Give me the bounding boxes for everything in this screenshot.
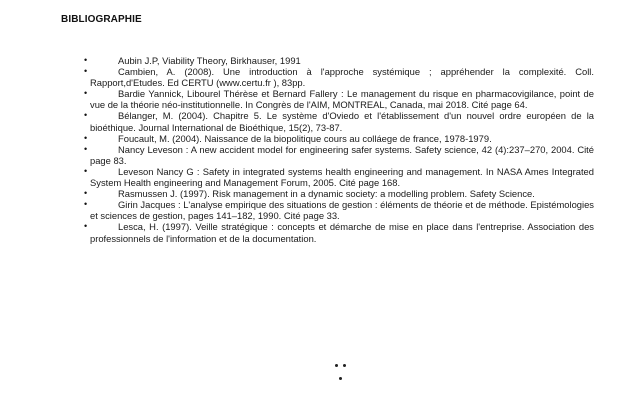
reference-item [84, 199, 594, 222]
reference-item [84, 88, 594, 111]
reference-item [84, 66, 594, 89]
reference-text: Cambien, A. (2008). Une introduction à l'approche systémique ; appréhender la complexité. Coll. Rapport,d'Etudes. Ed CERTU (www.certu.fr ), 83pp. [90, 66, 594, 89]
page-marker-dot [335, 364, 338, 367]
bullet-icon: • [84, 143, 88, 154]
bullet-icon: • [84, 165, 88, 176]
page-marker-icon [334, 363, 348, 383]
reference-item [84, 132, 594, 144]
bullet-icon: • [84, 221, 88, 232]
reference-text: Leveson Nancy G : Safety in integrated systems health engineering and management. In NASA Ames Integrated System Health engineering and Management Forum, 2005. Cité page 168. [90, 165, 594, 189]
reference-text: Lesca, H. (1997). Veille stratégique : concepts et démarche de mise en place dans l'entreprise. Association des professionnels de l'information et de la documentation. [90, 221, 594, 244]
reference-text: Foucault, M. (2004). Naissance de la biopolitique cours au colláege de france, 1978-1979. [118, 132, 492, 144]
bullet-icon: • [84, 132, 88, 143]
bullet-icon: • [84, 88, 88, 99]
page-marker-dot [343, 364, 346, 367]
reference-text: Aubin J.P, Viability Theory, Birkhauser, 1991 [118, 55, 301, 66]
bullet-icon: • [84, 55, 88, 65]
reference-item [84, 143, 594, 166]
bullet-icon: • [84, 199, 88, 210]
reference-item [84, 55, 594, 66]
page-marker-dot [339, 377, 342, 380]
reference-list [84, 55, 594, 244]
bullet-icon: • [84, 188, 88, 199]
reference-item [84, 188, 594, 200]
reference-text: Bélanger, M. (2004). Chapitre 5. Le système d'Oviedo et l'établissement d'un nouvel ordre européen de la bioéthique. Journal International de Bioéthique, 15(2), 73-87. [90, 110, 594, 133]
bibliography-heading: BIBLIOGRAPHIE [61, 14, 142, 25]
reference-item [84, 165, 594, 189]
reference-text: Girin Jacques : L'analyse empirique des situations de gestion : éléments de théorie et de méthode. Epistémologies et sciences de gestion, pages 141–182, 1990. Cité page 33. [90, 199, 594, 222]
reference-text: Bardie Yannick, Libourel Thérèse et Bernard Fallery : Le management du risque en pharmacovigilance, point de vue de la théorie néo-institutionnelle. In Congrès de l'AIM, MONTREAL, Canada, mai 2018. Cité page 64. [90, 88, 594, 111]
bullet-icon: • [84, 66, 88, 77]
reference-item [84, 110, 594, 133]
reference-text: Rasmussen J. (1997). Risk management in a dynamic society: a modelling problem. Safety Science. [118, 188, 535, 200]
bullet-icon: • [84, 110, 88, 121]
reference-item [84, 221, 594, 244]
reference-text: Nancy Leveson : A new accident model for engineering safer systems. Safety science, 42 (4):237–270, 2004. Cité page 83. [90, 143, 594, 166]
